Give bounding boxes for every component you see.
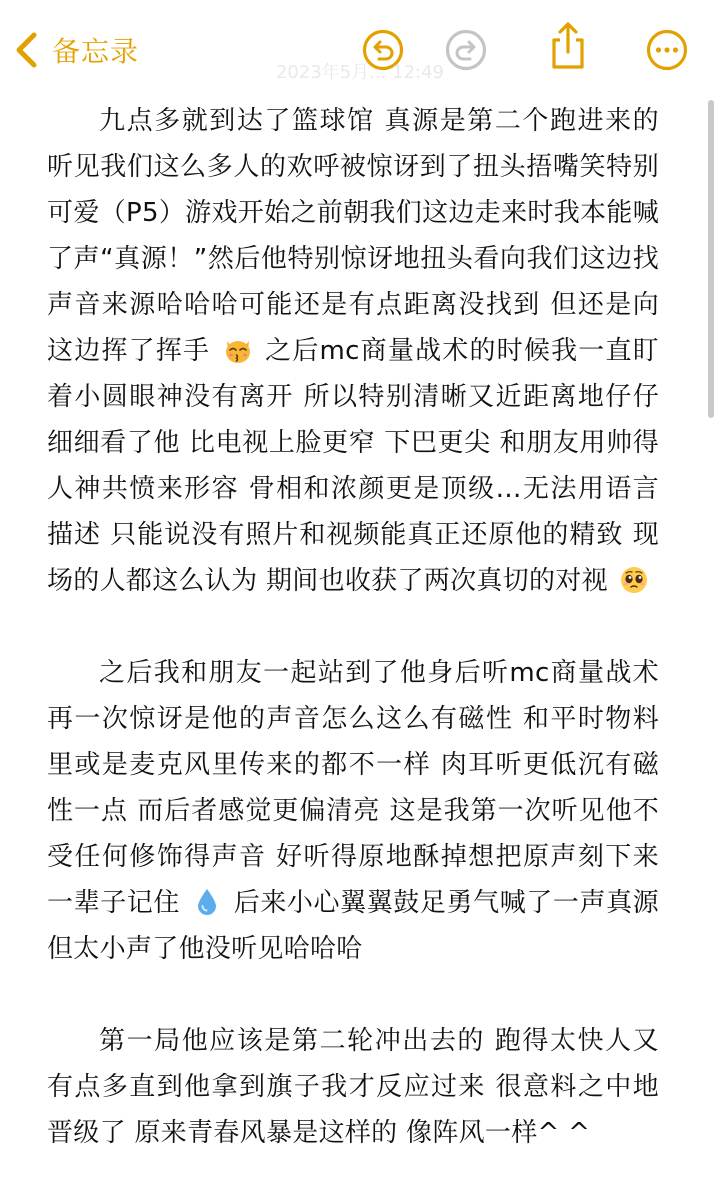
note-paragraph (47, 650, 659, 972)
note-text: 九点多就到达了篮球馆 真源是第二个跑进来的 听见我们这么多人的欢呼被惊讶到了扭头捂嘴笑特别可爱（P5）游戏开始之前朝我们这边走来时我本能喊了声“真源！”然后他特别惊讶地扭头看向我们这边找声音来源哈哈哈可能还是有点距离没找到 但还是向这边挥了挥手 (47, 106, 659, 366)
note-date: 2023年5月... 12:49 (275, 62, 445, 83)
note-text: 之后我和朋友一起站到了他身后听mc商量战术 再一次惊讶是他的声音怎么这么有磁性 和平时物料里或是麦克风里传来的都不一样 肉耳听更低沉有磁性一点 而后者感觉更偏清亮 这是我第一次听见他不受任何修饰得声音 好听得原地酥掉想把原声刻下来一辈子记住 (47, 658, 659, 918)
note-text: 第一局他应该是第二轮冲出去的 跑得太快人又有点多直到他拿到旗子我才反应过来 很意料之中地晋级了 原来青春风暴是这样的 像阵风一样^ ^ (47, 1026, 659, 1148)
navigation-bar (0, 0, 720, 100)
pleading-face-emoji (619, 565, 649, 595)
back-label: 备忘录 (52, 35, 140, 68)
droplet-emoji (192, 887, 222, 917)
kissing-cat-emoji (223, 335, 253, 365)
scrollbar[interactable] (708, 100, 714, 418)
note-body[interactable] (47, 98, 659, 1156)
note-paragraph (47, 98, 659, 604)
note-text: 之后mc商量战术的时候我一直盯着小圆眼神没有离开 所以特别清晰又近距离地仔仔细细看了他 比电视上脸更窄 下巴更尖 和朋友用帅得人神共愤来形容 骨相和浓颜更是顶级…无法用语言描述 只能说没有照片和视频能真正还原他的精致 现场的人都这么认为 期间也收获了两次真切的对视 (47, 336, 659, 596)
note-text: 后来小心翼翼鼓足勇气喊了一声真源但太小声了他没听见哈哈哈 (47, 888, 659, 964)
note-paragraph (47, 1018, 659, 1156)
